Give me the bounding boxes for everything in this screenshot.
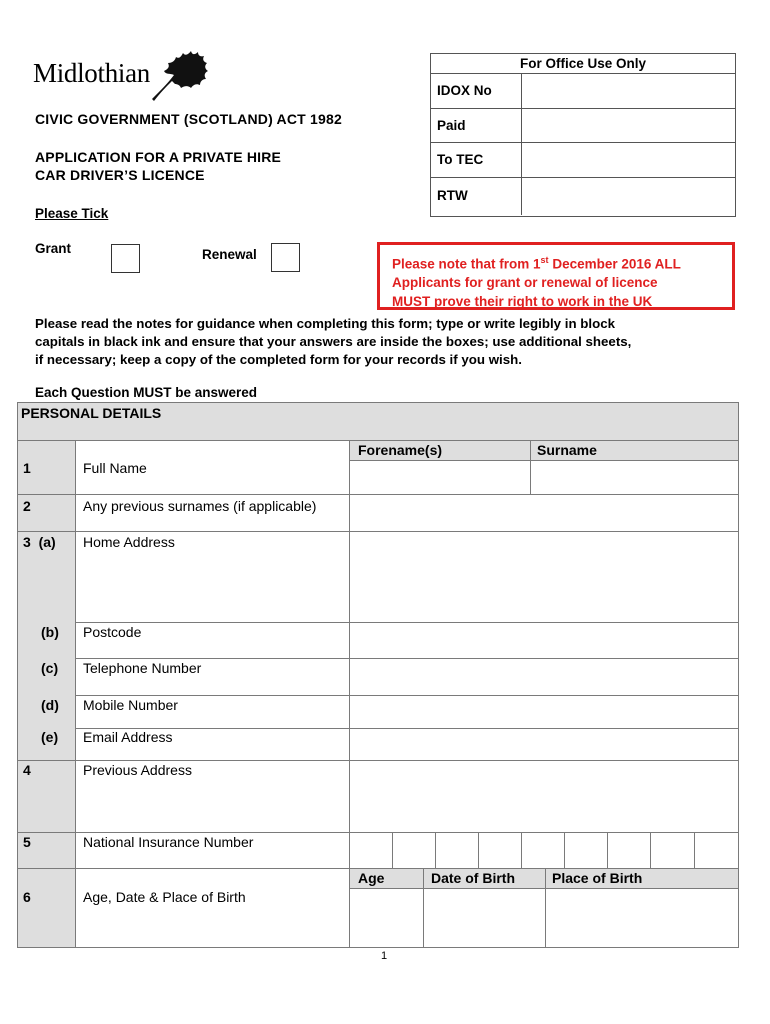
previous-address-input[interactable] bbox=[350, 761, 738, 832]
notice-line3: MUST prove their right to work in the UK bbox=[392, 293, 653, 309]
application-title-line2: CAR DRIVER’S LICENCE bbox=[35, 167, 205, 183]
section-title: PERSONAL DETAILS bbox=[21, 405, 162, 421]
office-row-rtw bbox=[431, 178, 735, 215]
instructions bbox=[35, 315, 735, 369]
renewal-checkbox[interactable] bbox=[271, 243, 300, 272]
age-header: Age bbox=[358, 870, 385, 886]
question-label: Telephone Number bbox=[83, 660, 202, 676]
each-question-note: Each Question MUST be answered bbox=[35, 385, 258, 400]
question-label: Any previous surnames (if applicable) bbox=[83, 498, 317, 514]
question-number: 2 bbox=[23, 498, 31, 514]
notice-superscript: st bbox=[540, 255, 549, 265]
office-row-label: RTW bbox=[437, 188, 468, 203]
question-number: 4 bbox=[23, 762, 31, 778]
previous-surnames-input[interactable] bbox=[350, 495, 738, 531]
question-number: 6 bbox=[23, 889, 31, 905]
question-label: Previous Address bbox=[83, 762, 192, 778]
home-address-input[interactable] bbox=[350, 532, 738, 622]
office-row-label: IDOX No bbox=[437, 83, 492, 98]
question-number: 5 bbox=[23, 834, 31, 850]
surname-input[interactable] bbox=[531, 461, 738, 494]
grant-label: Grant bbox=[35, 241, 72, 256]
forename-header: Forename(s) bbox=[358, 442, 443, 458]
question-number: (c) bbox=[41, 660, 59, 676]
instructions-line3: if necessary; keep a copy of the completed form for your records if you wish. bbox=[35, 352, 522, 367]
personal-details-form bbox=[17, 402, 739, 948]
to-tec-field[interactable] bbox=[521, 143, 735, 177]
dob-input[interactable] bbox=[424, 889, 545, 947]
question-label: Age, Date & Place of Birth bbox=[83, 889, 246, 905]
question-label: Postcode bbox=[83, 624, 142, 640]
grant-checkbox[interactable] bbox=[111, 244, 140, 273]
idox-field[interactable] bbox=[521, 74, 735, 108]
question-label: National Insurance Number bbox=[83, 834, 254, 850]
question-label: Email Address bbox=[83, 729, 173, 745]
logo-wordmark: Midlothian bbox=[33, 58, 150, 88]
notice-line1-pre: Please note that from 1 bbox=[392, 256, 541, 272]
question-number: 1 bbox=[23, 460, 31, 476]
question-number: (b) bbox=[41, 624, 59, 640]
right-to-work-notice bbox=[377, 242, 735, 310]
pob-header: Place of Birth bbox=[552, 870, 643, 886]
paid-field[interactable] bbox=[521, 109, 735, 142]
pob-input[interactable] bbox=[546, 889, 738, 947]
instructions-line1: Please read the notes for guidance when completing this form; type or write legibly in block bbox=[35, 316, 615, 331]
office-row-to-tec bbox=[431, 143, 735, 178]
email-input[interactable] bbox=[350, 729, 738, 760]
surname-header: Surname bbox=[537, 442, 597, 458]
question-label: Home Address bbox=[83, 534, 175, 550]
telephone-input[interactable] bbox=[350, 659, 738, 695]
oak-leaf-logo-icon bbox=[148, 45, 212, 101]
question-label: Full Name bbox=[83, 460, 147, 476]
office-row-label: Paid bbox=[437, 118, 466, 133]
notice-line2: Applicants for grant or renewal of licence bbox=[392, 275, 658, 290]
forename-input[interactable] bbox=[350, 461, 530, 494]
instructions-line2: capitals in black ink and ensure that your answers are inside the boxes; use additional sheets, bbox=[35, 334, 632, 349]
age-input[interactable] bbox=[350, 889, 423, 947]
office-use-title: For Office Use Only bbox=[431, 54, 735, 74]
ni-number-input[interactable] bbox=[350, 833, 738, 868]
question-number: (e) bbox=[41, 729, 59, 745]
rtw-field[interactable] bbox=[521, 178, 735, 215]
please-tick-label: Please Tick bbox=[35, 206, 109, 221]
application-title-line1: APPLICATION FOR A PRIVATE HIRE bbox=[35, 149, 282, 165]
page-number: 1 bbox=[381, 950, 388, 962]
postcode-input[interactable] bbox=[350, 623, 738, 658]
office-row-paid bbox=[431, 109, 735, 143]
office-row-idox bbox=[431, 74, 735, 109]
office-row-label: To TEC bbox=[437, 152, 484, 167]
question-label: Mobile Number bbox=[83, 697, 178, 713]
office-use-box bbox=[430, 53, 736, 217]
question-number: (d) bbox=[41, 697, 59, 713]
renewal-label: Renewal bbox=[202, 247, 257, 262]
dob-header: Date of Birth bbox=[431, 870, 515, 886]
question-number: 3 (a) bbox=[23, 534, 56, 550]
mobile-input[interactable] bbox=[350, 696, 738, 728]
act-title: CIVIC GOVERNMENT (SCOTLAND) ACT 1982 bbox=[35, 111, 342, 127]
notice-line1-post: December 2016 ALL bbox=[548, 256, 681, 272]
